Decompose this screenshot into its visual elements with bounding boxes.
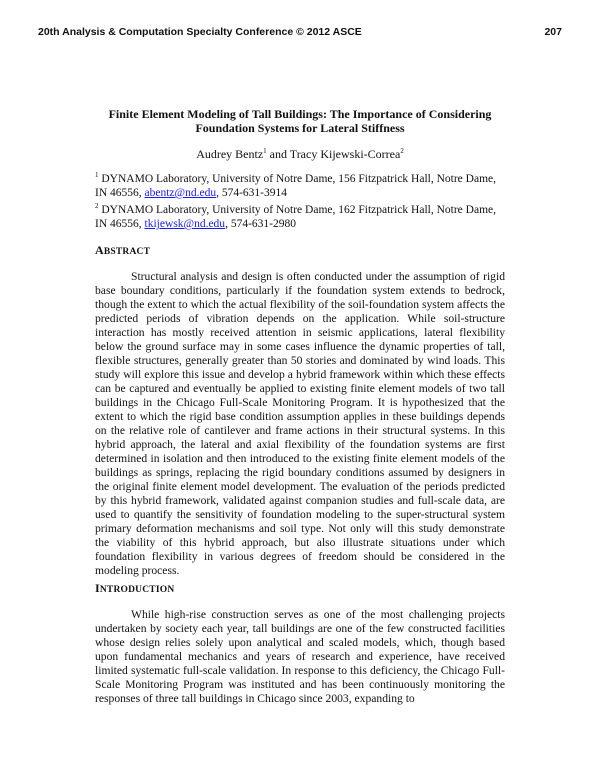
paper-title: Finite Element Modeling of Tall Buildings: The Importance of Considering Foundation Systems for Lateral Stiffness (108, 107, 492, 135)
affiliation-2-marker: 2 (95, 202, 99, 210)
abstract-heading (95, 243, 150, 258)
introduction-heading-initial: I (95, 581, 100, 595)
author-2-superscript: 2 (400, 147, 404, 155)
abstract-heading-rest: BSTRACT (103, 247, 151, 257)
affiliation-2-email-link[interactable]: tkijewsk@nd.edu (144, 218, 226, 230)
affiliation-1 (95, 168, 505, 200)
introduction-heading (95, 581, 174, 596)
introduction-body: While high-rise construction serves as one of the most challenging projects undertaken by society each year, tall buildings are one of the few constructed facilities whose design relies solely upon analytical and scaled models, which, though based upon fundamental mechanics and years of research and experience, have received limited systematic full-scale validation. In response to this deficiency, the Chicago Full-Scale Monitoring Program was instituted and has been continuously monitoring the responses of three tall buildings in Chicago since 2003, expanding to (95, 608, 505, 705)
author-line (95, 147, 505, 162)
affiliation-1-email-link[interactable]: abentz@nd.edu (144, 187, 217, 199)
affiliation-2-phone: , 574-631-2980 (225, 218, 296, 230)
conference-line: 20th Analysis & Computation Specialty Conference © 2012 ASCE (38, 26, 362, 38)
abstract-heading-initial: A (95, 243, 104, 257)
affiliation-1-text: DYNAMO Laboratory, University of Notre Dame, 156 Fitzpatrick Hall, Notre Dame, IN 46556, (95, 173, 496, 199)
author-1-superscript: 1 (263, 147, 267, 155)
author-1: Audrey Bentz (196, 147, 264, 161)
page-number: 207 (544, 26, 562, 38)
page-header (38, 26, 562, 38)
introduction-heading-rest: NTRODUCTION (99, 585, 175, 595)
author-conjunction: and (266, 147, 290, 161)
abstract-body: Structural analysis and design is often conducted under the assumption of rigid base boundary conditions, particularly if the foundation system extends to bedrock, though the extent to which the actual flexibility of the soil-foundation system affects the predicted periods of vibration depends on the application. While soil-structure interaction has mostly received attention in seismic applications, lateral flexibility below the ground surface may in some cases influence the dynamic properties of tall, flexible structures, generally greater than 50 stories and dominated by wind loads. This study will explore this issue and develop a hybrid framework within which these effects can be captured and eventually be applied to existing finite element models of two tall buildings in the Chicago Full-Scale Monitoring Program. It is hypothesized that the extent to which the rigid base condition assumption applies in these buildings depends on the relative role of cantilever and frame actions in their structural systems. In this hybrid approach, the lateral and axial flexibility of the foundation systems are first determined in isolation and then introduced to the existing finite element models of the buildings as springs, replacing the rigid boundary conditions assumed by designers in the original finite element model development. The evaluation of the periods predicted by this hybrid framework, validated against companion studies and full-scale data, are used to quantify the sensitivity of foundation modeling to the super-structural system primary deformation mechanisms and soil type. Not only will this study demonstrate the viability of this hybrid approach, but also illustrate situations under which foundation flexibility in various degrees of freedom should be considered in the modeling process. (95, 270, 505, 577)
affiliation-1-phone: , 574-631-3914 (216, 187, 288, 199)
affiliation-2-text: DYNAMO Laboratory, University of Notre Dame, 162 Fitzpatrick Hall, Notre Dame, IN 46556, (95, 204, 496, 230)
affiliation-2 (95, 199, 505, 231)
author-2: Tracy Kijewski-Correa (289, 147, 401, 161)
affiliation-1-marker: 1 (95, 171, 99, 179)
